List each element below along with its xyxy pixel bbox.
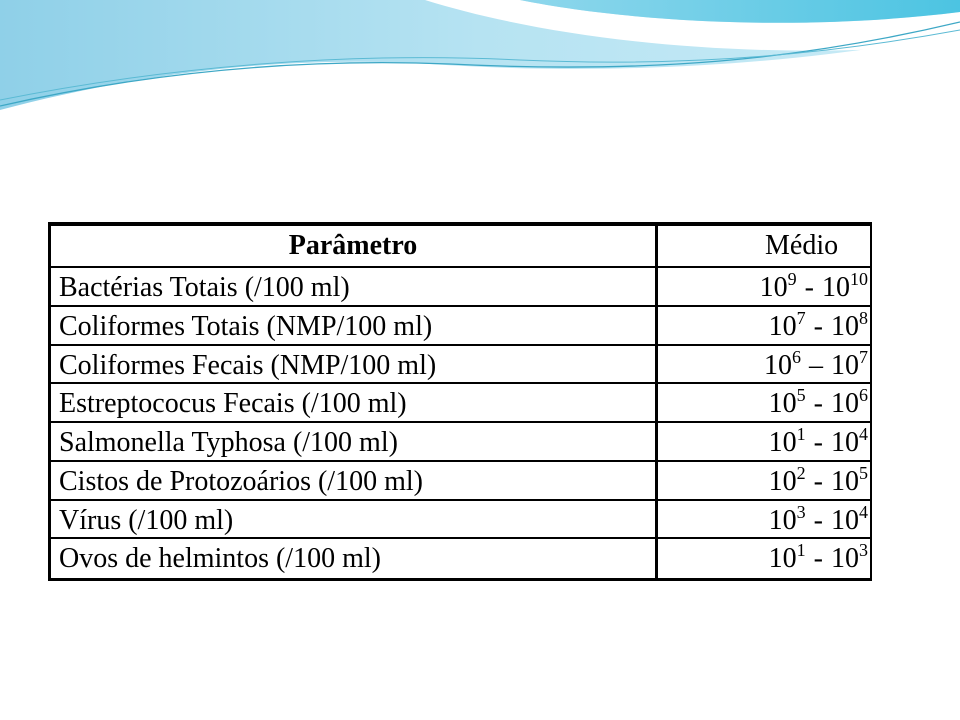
low-exponent: 7	[796, 307, 806, 328]
range-separator: -	[804, 272, 814, 303]
range-separator: -	[813, 310, 823, 342]
low-exponent: 9	[787, 269, 797, 289]
high-base: 10	[822, 272, 850, 303]
range-separator: -	[813, 465, 823, 497]
high-exponent: 3	[859, 540, 868, 561]
high-base: 10	[831, 465, 859, 497]
high-exponent: 10	[850, 269, 868, 289]
table-row	[51, 346, 870, 385]
range-separator: -	[813, 543, 823, 575]
parameter-cell: Coliformes Totais (NMP/100 ml)	[51, 307, 658, 344]
parameter-cell: Cistos de Protozoários (/100 ml)	[51, 462, 658, 499]
microorganism-table	[48, 222, 872, 581]
low-exponent: 5	[796, 385, 806, 406]
high-base: 10	[831, 504, 859, 536]
parameter-cell: Coliformes Fecais (NMP/100 ml)	[51, 346, 658, 383]
low-base: 10	[768, 427, 797, 458]
value-cell	[658, 268, 870, 305]
range-separator: -	[813, 504, 823, 536]
low-exponent: 2	[796, 462, 806, 483]
low-exponent: 1	[796, 424, 806, 444]
high-exponent: 8	[859, 307, 868, 328]
parameter-cell: Estreptococus Fecais (/100 ml)	[51, 384, 658, 421]
low-exponent: 1	[796, 540, 806, 561]
value-cell	[658, 307, 870, 344]
table-row	[51, 268, 870, 307]
parameter-cell: Bactérias Totais (/100 ml)	[51, 268, 658, 305]
low-base: 10	[768, 465, 797, 497]
high-base: 10	[831, 427, 859, 458]
high-exponent: 4	[859, 501, 868, 522]
slide-header-wave	[0, 0, 960, 120]
high-exponent: 4	[859, 424, 868, 444]
low-base: 10	[759, 272, 788, 303]
parameter-cell: Vírus (/100 ml)	[51, 501, 658, 538]
high-base: 10	[831, 543, 859, 575]
table-row	[51, 539, 870, 578]
parameter-cell: Salmonella Typhosa (/100 ml)	[51, 423, 658, 460]
high-base: 10	[831, 310, 859, 342]
table-row	[51, 307, 870, 346]
table-header-row	[51, 226, 870, 268]
value-cell	[658, 462, 870, 499]
range-separator: –	[809, 349, 823, 381]
high-base: 10	[831, 349, 859, 381]
value-cell	[658, 539, 870, 578]
table-row	[51, 501, 870, 540]
low-exponent: 3	[796, 501, 806, 522]
value-cell	[658, 346, 870, 383]
low-base: 10	[768, 388, 797, 420]
low-base: 10	[768, 543, 797, 575]
table-row	[51, 462, 870, 501]
high-exponent: 6	[859, 385, 868, 406]
range-separator: -	[813, 427, 823, 458]
high-base: 10	[831, 388, 859, 420]
value-cell	[658, 423, 870, 460]
high-exponent: 7	[859, 346, 868, 367]
low-base: 10	[764, 349, 792, 381]
table-row	[51, 384, 870, 423]
low-base: 10	[768, 504, 797, 536]
high-exponent: 5	[859, 462, 868, 483]
parameter-cell: Ovos de helmintos (/100 ml)	[51, 539, 658, 578]
table-row	[51, 423, 870, 462]
low-exponent: 6	[792, 346, 801, 367]
range-separator: -	[813, 388, 823, 420]
value-cell	[658, 501, 870, 538]
column-header-parameter: Parâmetro	[51, 226, 658, 266]
value-cell	[658, 384, 870, 421]
low-base: 10	[768, 310, 797, 342]
column-header-value: Médio	[765, 230, 839, 261]
